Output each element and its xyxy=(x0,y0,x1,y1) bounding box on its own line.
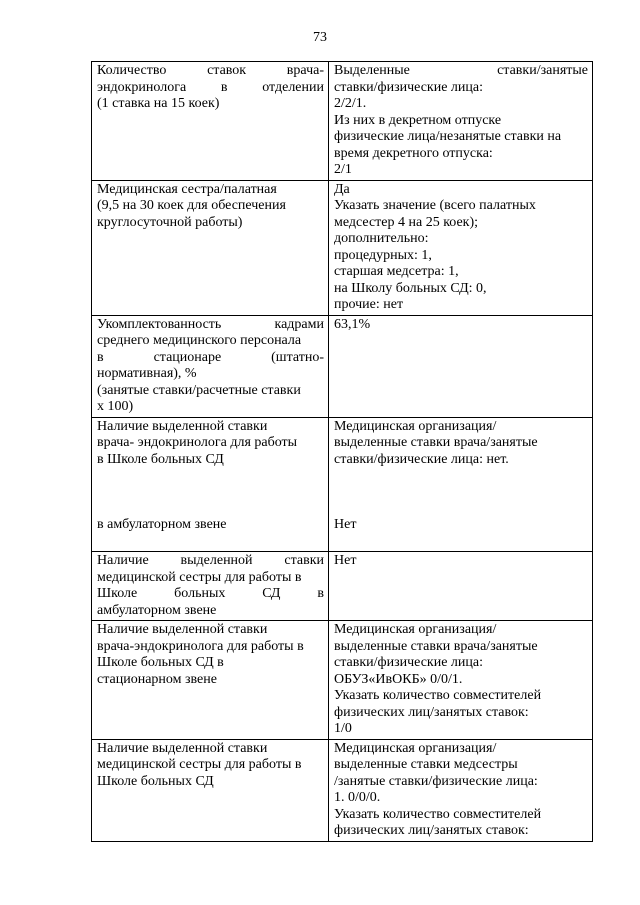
cell-line: 63,1% xyxy=(334,316,371,332)
table-cell-value xyxy=(329,62,593,181)
cell-line: х 100) xyxy=(97,399,134,414)
cell-line: ставки/физические лица: xyxy=(334,655,483,670)
table-cell-value xyxy=(329,315,593,417)
cell-line: в амбулаторном звене xyxy=(97,517,227,532)
cell-line: ОБУЗ«ИвОКБ» 0/0/1. xyxy=(334,671,463,687)
table-row xyxy=(92,739,593,841)
cell-line: Нет xyxy=(334,517,357,532)
table-cell-label xyxy=(92,62,329,181)
cell-line: Наличие выделенной ставки xyxy=(97,553,324,568)
cell-line: Медицинская организация/ xyxy=(334,740,497,756)
cell-line: дополнительно: xyxy=(334,231,429,246)
table-cell-value xyxy=(329,552,593,621)
cell-line: время декретного отпуска: xyxy=(334,145,493,161)
table-cell-value xyxy=(329,180,593,315)
table-cell-label xyxy=(92,180,329,315)
table-cell-value xyxy=(329,417,593,552)
cell-line: нормативная), % xyxy=(97,366,197,381)
table-row xyxy=(92,62,593,181)
cell-line: Укомплектованность кадрами xyxy=(97,316,324,332)
cell-line: 1. 0/0/0. xyxy=(334,790,381,805)
cell-line: Количество ставок врача- xyxy=(97,63,324,78)
table-row xyxy=(92,621,593,740)
cell-line: ставки/физические лица: xyxy=(334,79,483,95)
cell-line: Указать значение (всего палатных xyxy=(334,198,536,213)
cell-line: прочие: нет xyxy=(334,297,404,312)
page-number: 73 xyxy=(313,30,327,45)
cell-line: в стационаре (штатно- xyxy=(97,349,324,365)
cell-line: процедурных: 1, xyxy=(334,247,432,263)
table-row xyxy=(92,180,593,315)
cell-line: Школе больных СД в xyxy=(97,586,324,601)
cell-line: физические лица/незанятые ставки на xyxy=(334,129,562,144)
cell-line: старшая медсетра: 1, xyxy=(334,264,459,279)
cell-line: 1/0 xyxy=(334,721,352,736)
cell-line: выделенные ставки медсестры xyxy=(334,757,518,772)
cell-line: (занятые ставки/расчетные ставки xyxy=(97,382,301,398)
cell-line: Указать количество совместителей xyxy=(334,688,542,703)
cell-line: в Школе больных СД xyxy=(97,451,224,467)
cell-line: Медицинская организация/ xyxy=(334,418,497,434)
cell-line: Школе больных СД xyxy=(97,773,214,789)
cell-line: врача- эндокринолога для работы xyxy=(97,435,298,450)
spacer xyxy=(97,468,324,517)
table-cell-label xyxy=(92,315,329,417)
cell-line: стационарном звене xyxy=(97,671,217,687)
cell-line: Да xyxy=(334,181,350,197)
cell-line: 2/2/1. xyxy=(334,96,367,111)
cell-line: выделенные ставки врача/занятые xyxy=(334,638,538,654)
cell-line: врача-эндокринолога для работы в xyxy=(97,638,304,654)
cell-line: (9,5 на 30 коек для обеспечения xyxy=(97,198,286,213)
cell-line: ставки/физические лица: нет. xyxy=(334,451,509,467)
cell-line: Нет xyxy=(334,553,357,568)
table-cell-value xyxy=(329,621,593,740)
table-cell-label xyxy=(92,552,329,621)
cell-line: /занятые ставки/физические лица: xyxy=(334,773,538,789)
staffing-table xyxy=(91,61,593,842)
cell-line: (1 ставка на 15 коек) xyxy=(97,96,220,111)
cell-line: выделенные ставки врача/занятые xyxy=(334,435,538,450)
cell-line: медицинской сестры для работы в xyxy=(97,757,302,772)
table-cell-label xyxy=(92,621,329,740)
spacer xyxy=(334,468,588,517)
table-row xyxy=(92,417,593,552)
table-row xyxy=(92,552,593,621)
cell-line: Из них в декретном отпуске xyxy=(334,112,502,128)
cell-line: амбулаторном звене xyxy=(97,602,217,618)
cell-line: эндокринолога в отделении xyxy=(97,79,324,95)
cell-line: Выделенные ставки/занятые xyxy=(334,63,588,78)
cell-line: 2/1 xyxy=(334,162,352,177)
cell-line: физических лиц/занятых ставок: xyxy=(334,704,529,720)
table-cell-label xyxy=(92,417,329,552)
cell-line: Школе больных СД в xyxy=(97,655,224,670)
cell-line: Медицинская сестра/палатная xyxy=(97,181,277,197)
cell-line: на Школу больных СД: 0, xyxy=(334,280,487,296)
cell-line: Указать количество совместителей xyxy=(334,806,542,822)
cell-line: Медицинская организация/ xyxy=(334,622,497,637)
table-cell-value xyxy=(329,739,593,841)
cell-line: медицинской сестры для работы в xyxy=(97,569,302,585)
cell-line: медсестер 4 на 25 коек); xyxy=(334,214,479,230)
cell-line: среднего медицинского персонала xyxy=(97,333,302,348)
cell-line: Наличие выделенной ставки xyxy=(97,622,268,637)
cell-line: Наличие выделенной ставки xyxy=(97,740,268,756)
cell-line: Наличие выделенной ставки xyxy=(97,418,268,434)
cell-line: физических лиц/занятых ставок: xyxy=(334,823,529,838)
cell-line: круглосуточной работы) xyxy=(97,214,243,230)
spacer xyxy=(97,534,324,551)
table-cell-label xyxy=(92,739,329,841)
table-row xyxy=(92,315,593,417)
